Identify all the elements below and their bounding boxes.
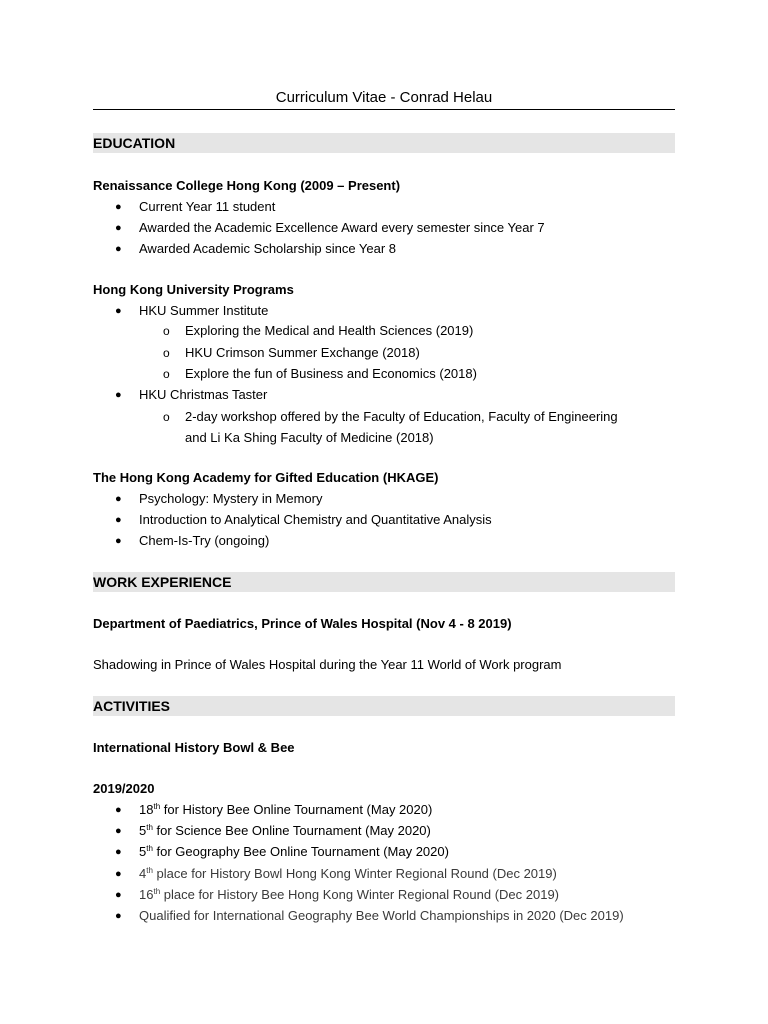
bullet-dot: ● bbox=[115, 535, 122, 547]
work-description: Shadowing in Prince of Wales Hospital during the Year 11 World of Work program bbox=[93, 657, 562, 672]
sub-list-item: Exploring the Medical and Health Sciences (2019) bbox=[185, 323, 474, 338]
activities-header: International History Bowl & Bee bbox=[93, 740, 295, 755]
sub-bullet-circle: o bbox=[163, 367, 170, 381]
document-title: Curriculum Vitae - Conrad Helau bbox=[275, 89, 493, 106]
bullet-dot: ● bbox=[115, 825, 122, 837]
list-item: 18th for History Bee Online Tournament (May 2020) bbox=[139, 802, 433, 817]
list-item: Qualified for International Geography Bee World Championships in 2020 (Dec 2019) bbox=[139, 908, 624, 923]
sub-list-item: HKU Crimson Summer Exchange (2018) bbox=[185, 345, 420, 360]
list-item: 5th for Geography Bee Online Tournament (May 2020) bbox=[139, 844, 449, 859]
bullet-dot: ● bbox=[115, 910, 122, 922]
sub-list-item: 2-day workshop offered by the Faculty of Education, Faculty of Engineering bbox=[185, 409, 618, 424]
list-item: Awarded Academic Scholarship since Year 8 bbox=[139, 241, 397, 256]
hkage-header: The Hong Kong Academy for Gifted Education (HKAGE) bbox=[93, 470, 439, 485]
list-item: Current Year 11 student bbox=[139, 199, 276, 214]
rchk-header: Renaissance College Hong Kong (2009 – Present) bbox=[93, 178, 401, 193]
activities-heading: ACTIVITIES bbox=[93, 696, 675, 716]
sub-bullet-circle: o bbox=[163, 410, 170, 424]
bullet-dot: ● bbox=[115, 889, 122, 901]
sub-bullet-circle: o bbox=[163, 324, 170, 338]
title-underline bbox=[93, 109, 675, 110]
bullet-dot: ● bbox=[115, 389, 122, 401]
sub-bullet-circle: o bbox=[163, 346, 170, 360]
bullet-dot: ● bbox=[115, 868, 122, 880]
hku-header: Hong Kong University Programs bbox=[93, 282, 294, 297]
list-item: Psychology: Mystery in Memory bbox=[139, 491, 323, 506]
list-item: Chem-Is-Try (ongoing) bbox=[139, 533, 270, 548]
work-heading: WORK EXPERIENCE bbox=[93, 572, 675, 592]
bullet-dot: ● bbox=[115, 201, 122, 213]
education-heading: EDUCATION bbox=[93, 133, 675, 153]
work-header: Department of Paediatrics, Prince of Wales Hospital (Nov 4 - 8 2019) bbox=[93, 616, 512, 631]
list-item: 16th place for History Bee Hong Kong Winter Regional Round (Dec 2019) bbox=[139, 887, 560, 902]
bullet-dot: ● bbox=[115, 243, 122, 255]
list-item: 4th place for History Bowl Hong Kong Winter Regional Round (Dec 2019) bbox=[139, 866, 557, 881]
sub-list-item-continuation: and Li Ka Shing Faculty of Medicine (2018) bbox=[185, 430, 434, 445]
list-item: HKU Summer Institute bbox=[139, 303, 269, 318]
sub-list-item: Explore the fun of Business and Economics (2018) bbox=[185, 366, 477, 381]
bullet-dot: ● bbox=[115, 846, 122, 858]
list-item: HKU Christmas Taster bbox=[139, 387, 268, 402]
bullet-dot: ● bbox=[115, 493, 122, 505]
bullet-dot: ● bbox=[115, 305, 122, 317]
bullet-dot: ● bbox=[115, 804, 122, 816]
activities-year: 2019/2020 bbox=[93, 781, 155, 796]
list-item: Awarded the Academic Excellence Award every semester since Year 7 bbox=[139, 220, 545, 235]
list-item: 5th for Science Bee Online Tournament (May 2020) bbox=[139, 823, 431, 838]
list-item: Introduction to Analytical Chemistry and Quantitative Analysis bbox=[139, 512, 492, 527]
bullet-dot: ● bbox=[115, 222, 122, 234]
bullet-dot: ● bbox=[115, 514, 122, 526]
